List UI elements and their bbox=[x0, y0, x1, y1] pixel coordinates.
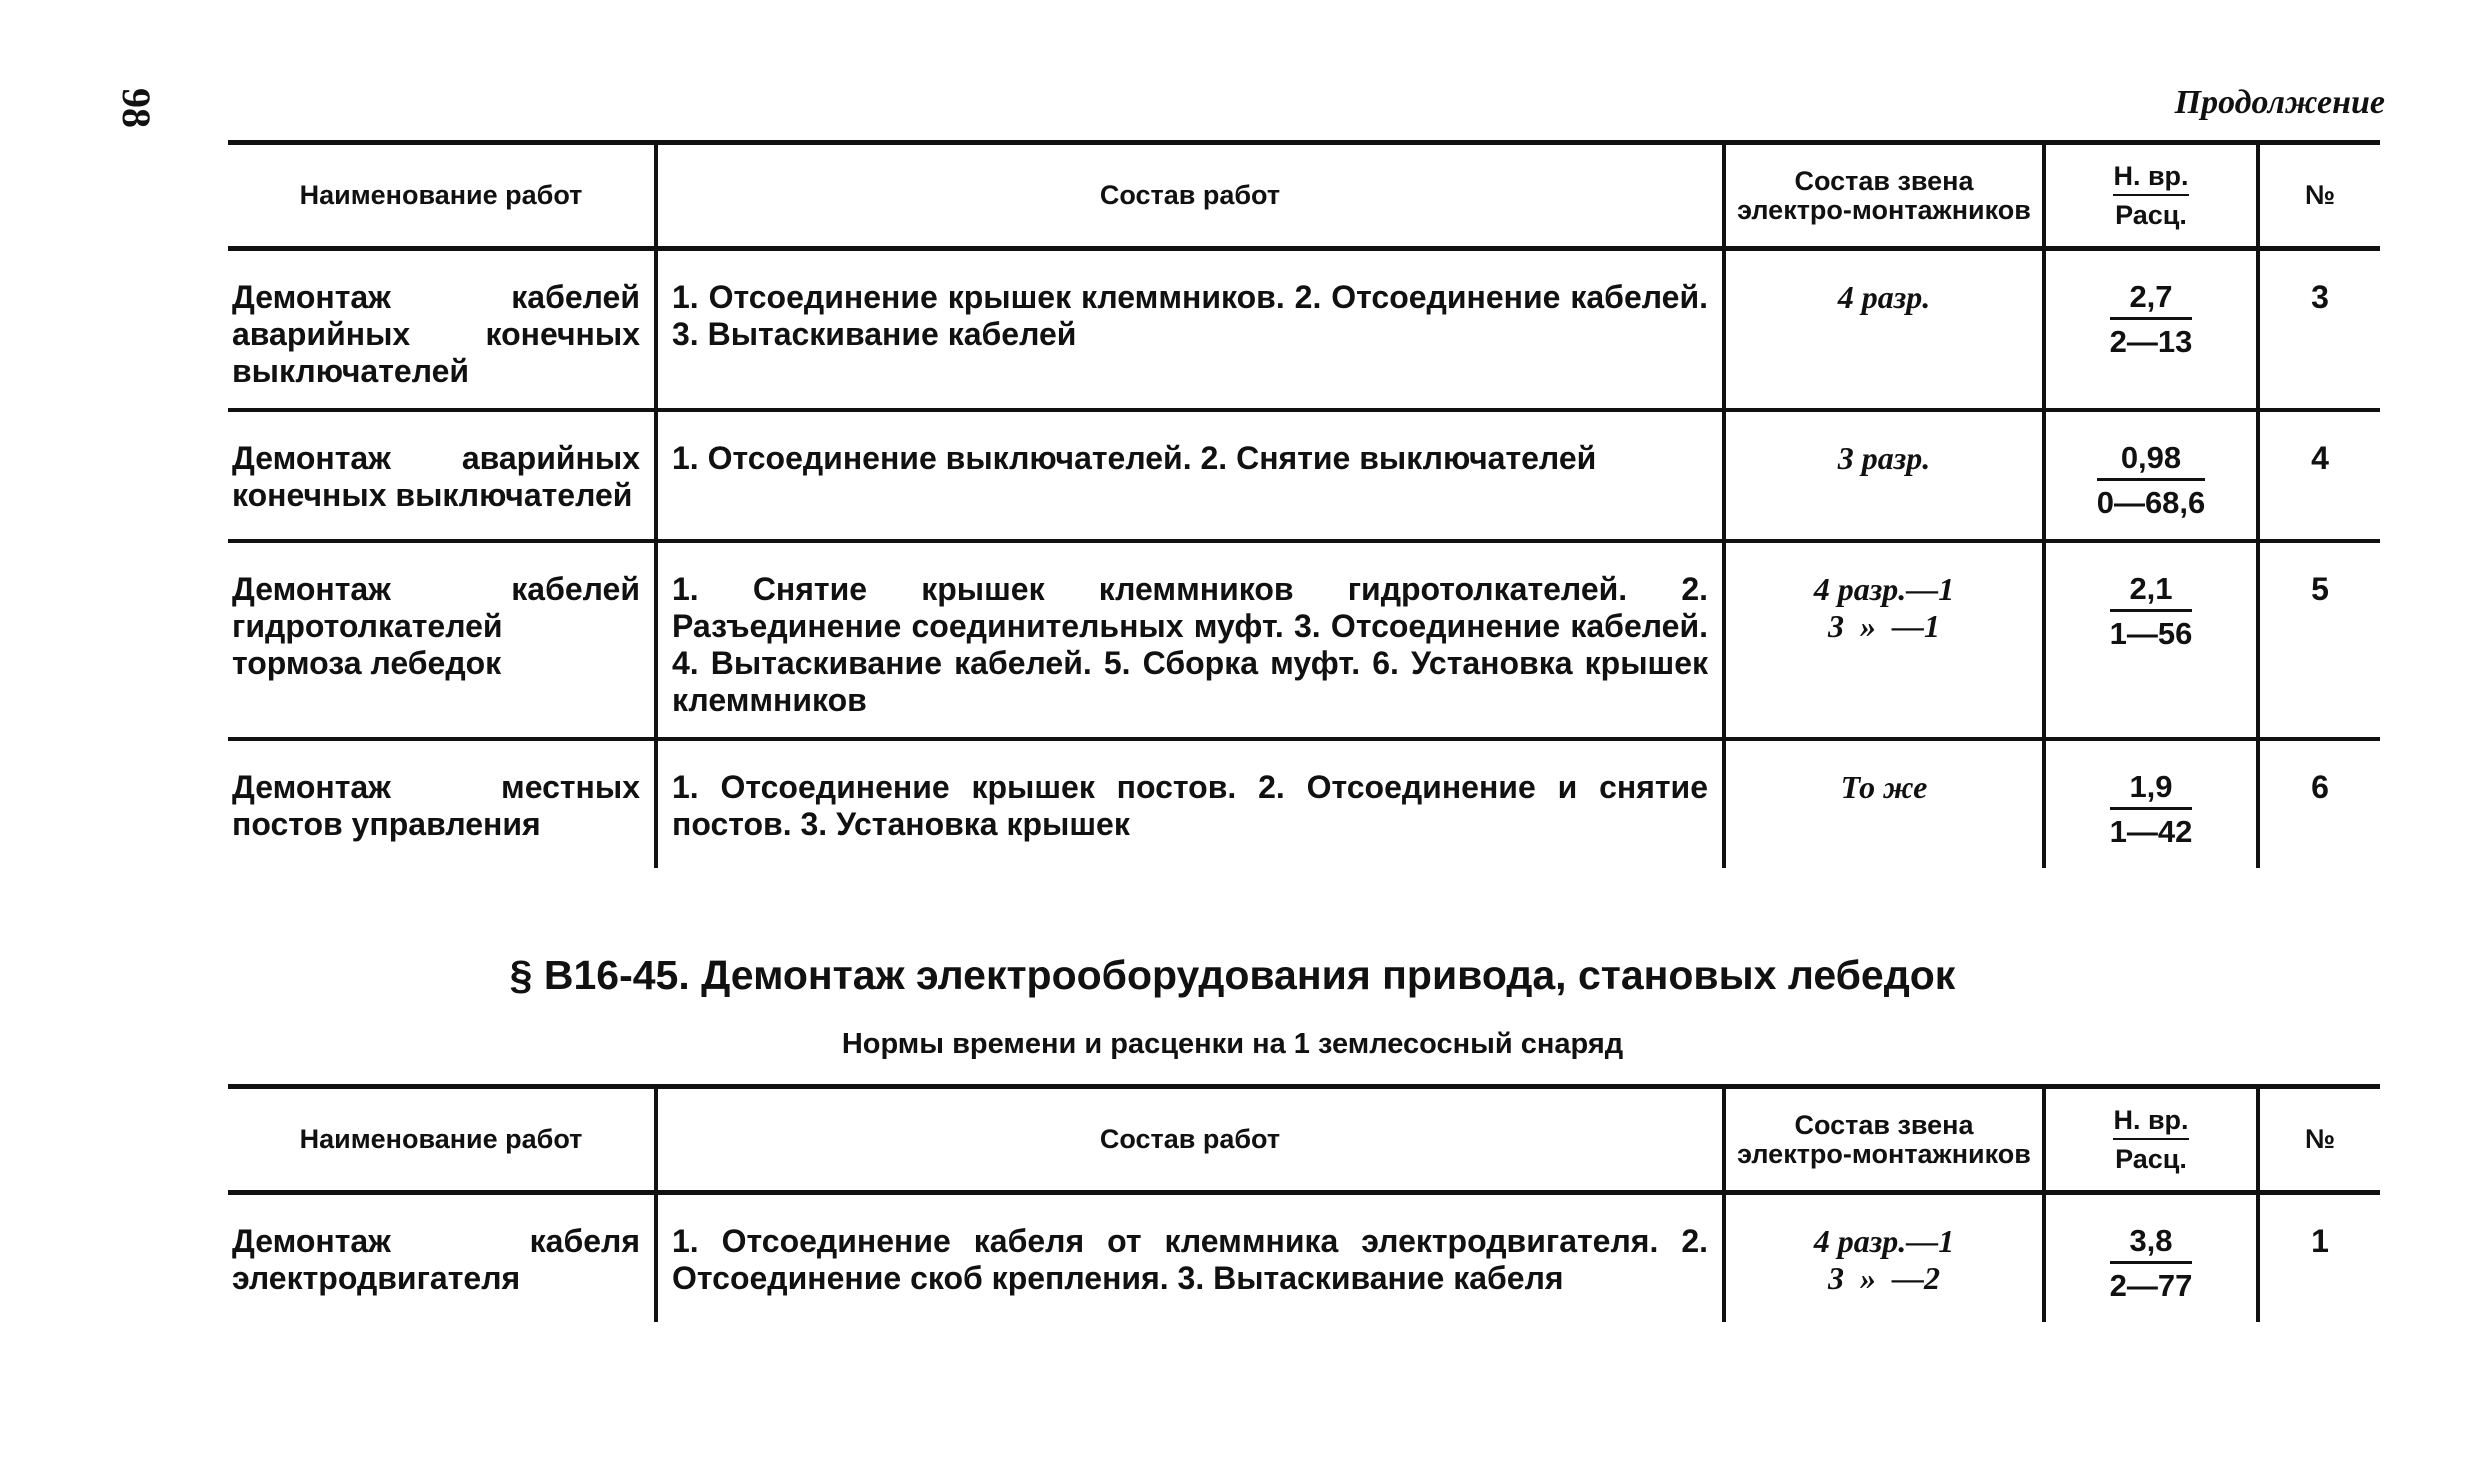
header-name: Наименование работ bbox=[228, 143, 656, 249]
row-crew: 4 разр.—1 3 » —1 bbox=[1724, 541, 2044, 739]
row-norm: 3,8 bbox=[2110, 1223, 2193, 1264]
header-work: Состав работ bbox=[656, 143, 1724, 249]
row-work: 1. Отсоединение выключателей. 2. Снятие выключателей bbox=[656, 410, 1724, 541]
table-row bbox=[228, 739, 2380, 868]
row-norm: 1,9 bbox=[2110, 769, 2193, 810]
row-name: Демонтаж кабеля электродвигателя bbox=[232, 1223, 640, 1296]
section-subtitle: Нормы времени и расценки на 1 землесосный снаряд bbox=[841, 1028, 1624, 1060]
row-crew: 4 разр.—1 3 » —2 bbox=[1724, 1193, 2044, 1323]
header-rate-price: Расц. bbox=[2115, 199, 2187, 230]
row-number: 4 bbox=[2258, 410, 2380, 541]
row-price: 0—68,6 bbox=[2096, 485, 2206, 520]
table-header-row bbox=[228, 1087, 2380, 1193]
norms-table-continued bbox=[228, 140, 2380, 868]
row-number: 5 bbox=[2258, 541, 2380, 739]
row-number: 1 bbox=[2258, 1193, 2380, 1323]
row-name: Демонтаж кабелей аварийных конечных выключателей bbox=[228, 249, 656, 411]
row-work: 1. Снятие крышек клеммников гидротолкателей. 2. Разъединение соединительных муфт. 3. Отсоединение кабелей. 4. Вытаскивание кабелей. 5. Сборка муфт. 6. Установка крышек клеммников bbox=[656, 541, 1724, 739]
row-rate bbox=[2044, 541, 2258, 739]
row-crew: То же bbox=[1724, 739, 2044, 868]
header-name: Наименование работ bbox=[228, 1087, 656, 1193]
header-rate bbox=[2044, 1087, 2258, 1193]
header-rate-price: Расц. bbox=[2115, 1143, 2187, 1174]
page-number: 98 bbox=[114, 88, 159, 128]
row-name: Демонтаж кабелей гидротолкателей тормоза лебедок bbox=[228, 541, 656, 739]
norms-table-b16-45 bbox=[228, 1084, 2380, 1322]
header-crew: Состав звена электро-монтажников bbox=[1724, 1087, 2044, 1193]
row-number: 3 bbox=[2258, 249, 2380, 411]
row-number: 6 bbox=[2258, 739, 2380, 868]
row-work: 1. Отсоединение крышек клеммников. 2. Отсоединение кабелей. 3. Вытаскивание кабелей bbox=[656, 249, 1724, 411]
table-row bbox=[228, 1193, 2380, 1323]
header-rate-norm: Н. вр. bbox=[2113, 162, 2188, 195]
row-norm: 2,1 bbox=[2110, 571, 2193, 612]
row-crew: 3 разр. bbox=[1724, 410, 2044, 541]
row-norm: 0,98 bbox=[2097, 440, 2206, 481]
header-rate-norm: Н. вр. bbox=[2113, 1106, 2188, 1139]
row-price: 2—13 bbox=[2109, 324, 2193, 359]
table-row bbox=[228, 410, 2380, 541]
row-name: Демонтаж местных постов управления bbox=[232, 769, 640, 842]
row-price: 1—42 bbox=[2109, 814, 2193, 849]
row-norm: 2,7 bbox=[2110, 279, 2193, 320]
row-name: Демонтаж аварийных конечных выключателей bbox=[228, 410, 656, 541]
header-work: Состав работ bbox=[656, 1087, 1724, 1193]
table-row bbox=[228, 249, 2380, 411]
header-rate bbox=[2044, 143, 2258, 249]
row-crew: 4 разр. bbox=[1724, 249, 2044, 411]
row-rate bbox=[2044, 410, 2258, 541]
row-rate bbox=[2044, 1193, 2258, 1323]
table-row bbox=[228, 541, 2380, 739]
row-work: 1. Отсоединение крышек постов. 2. Отсоединение и снятие постов. 3. Установка крышек bbox=[656, 739, 1724, 868]
section-title: § В16-45. Демонтаж электрооборудования привода, становых лебедок bbox=[509, 952, 1956, 998]
header-crew: Состав звена электро-монтажников bbox=[1724, 143, 2044, 249]
row-price: 1—56 bbox=[2109, 616, 2193, 651]
header-num: № bbox=[2258, 143, 2380, 249]
row-rate bbox=[2044, 739, 2258, 868]
row-rate bbox=[2044, 249, 2258, 411]
header-num: № bbox=[2258, 1087, 2380, 1193]
table-header-row bbox=[228, 143, 2380, 249]
continuation-label: Продолжение bbox=[2174, 84, 2385, 121]
row-price: 2—77 bbox=[2109, 1268, 2193, 1303]
row-work: 1. Отсоединение кабеля от клеммника электродвигателя. 2. Отсоединение скоб крепления. 3. Вытаскивание кабеля bbox=[656, 1193, 1724, 1323]
